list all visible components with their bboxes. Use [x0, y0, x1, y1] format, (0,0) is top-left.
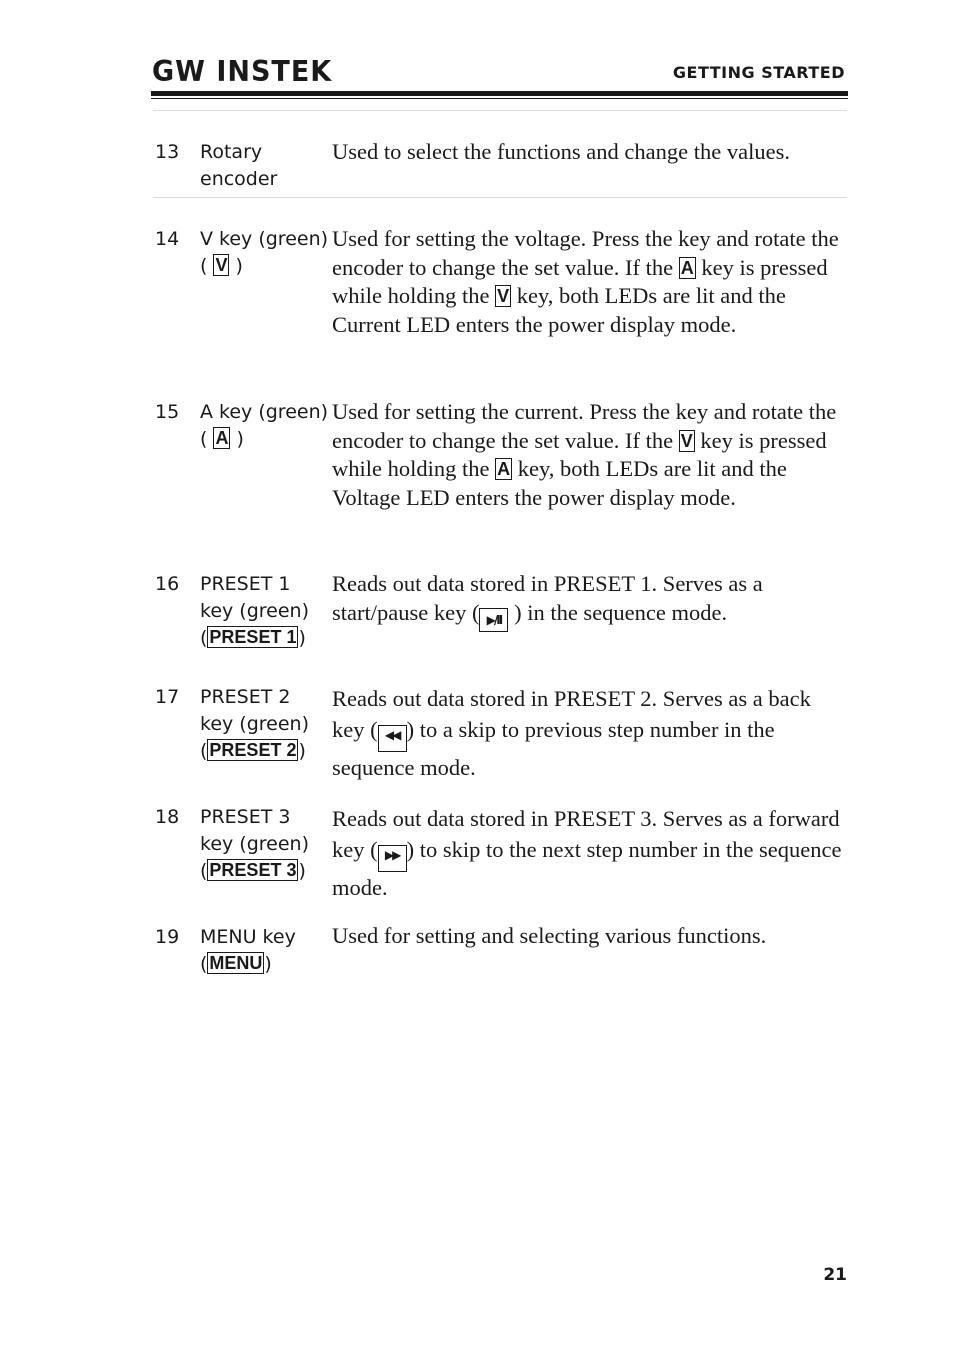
v-key-symbol: V	[680, 430, 693, 451]
rewind-icon: ◀◀	[378, 725, 407, 752]
v-key-symbol: V	[497, 286, 510, 306]
row-number: 13	[155, 141, 180, 163]
row-description: Used for setting the voltage. Press the key and rotate the encoder to change the set value. If the A key is pressed while holding the V key, both LEDs are lit and the Current LED enters the power display mode.	[332, 226, 839, 337]
row-description: Reads out data stored in PRESET 1. Serves as a start/pause key ( ▶/II ) in the sequence mode.	[332, 570, 842, 632]
gw-instek-logo: GW INSTEK	[152, 56, 333, 89]
preset-1-key-symbol: PRESET 1	[209, 627, 297, 647]
play-pause-icon: ▶/II	[479, 608, 508, 632]
page-number: 21	[823, 1265, 847, 1285]
table-row-divider	[153, 197, 847, 198]
row-description: Used for setting and selecting various functions.	[332, 923, 767, 948]
row-item-name: Rotary encoder	[200, 141, 278, 190]
row-number: 15	[155, 401, 180, 423]
row-description: Used for setting the current. Press the key and rotate the encoder to change the set value. If the V key is pressed while holding the A key, both LEDs are lit and the Voltage LED enters the power display mode.	[332, 399, 837, 510]
fast-forward-icon: ▶▶	[378, 845, 407, 872]
a-key-symbol: A	[497, 459, 511, 479]
row-number: 14	[155, 228, 180, 250]
a-key-symbol: A	[215, 428, 229, 448]
row-item-name: MENU key ( MENU )	[200, 926, 296, 975]
row-number: 19	[155, 926, 180, 948]
row-description: Reads out data stored in PRESET 3. Serves as a forward key ( ▶▶ ) to skip to the next step number in the sequence mode.	[332, 806, 842, 900]
row-item-name: A key (green) ( A )	[200, 401, 329, 450]
header-rule-thin	[151, 98, 848, 99]
section-title: GETTING STARTED	[672, 63, 845, 82]
preset-3-key-symbol: PRESET 3	[209, 860, 297, 880]
v-key-symbol: V	[215, 255, 228, 275]
row-description: Reads out data stored in PRESET 2. Serves as a back key ( ◀◀ ) to a skip to previous step number in the sequence mode.	[332, 686, 811, 780]
row-item-name: PRESET 2 key (green) ( PRESET 2 )	[200, 686, 309, 762]
row-description: Used to select the functions and change the values.	[332, 139, 790, 164]
row-item-name: V key (green) ( V )	[200, 228, 329, 277]
row-number: 18	[155, 806, 180, 828]
preset-2-key-symbol: PRESET 2	[209, 740, 297, 760]
table-top-divider	[153, 110, 847, 111]
row-item-name: PRESET 1 key (green) ( PRESET 1 )	[200, 573, 309, 649]
header-rule-thick	[151, 91, 848, 96]
a-key-symbol: A	[680, 257, 694, 278]
row-item-name: PRESET 3 key (green) ( PRESET 3 )	[200, 806, 309, 882]
row-number: 17	[155, 686, 180, 708]
menu-key-symbol: MENU	[209, 953, 263, 973]
row-number: 16	[155, 573, 180, 595]
